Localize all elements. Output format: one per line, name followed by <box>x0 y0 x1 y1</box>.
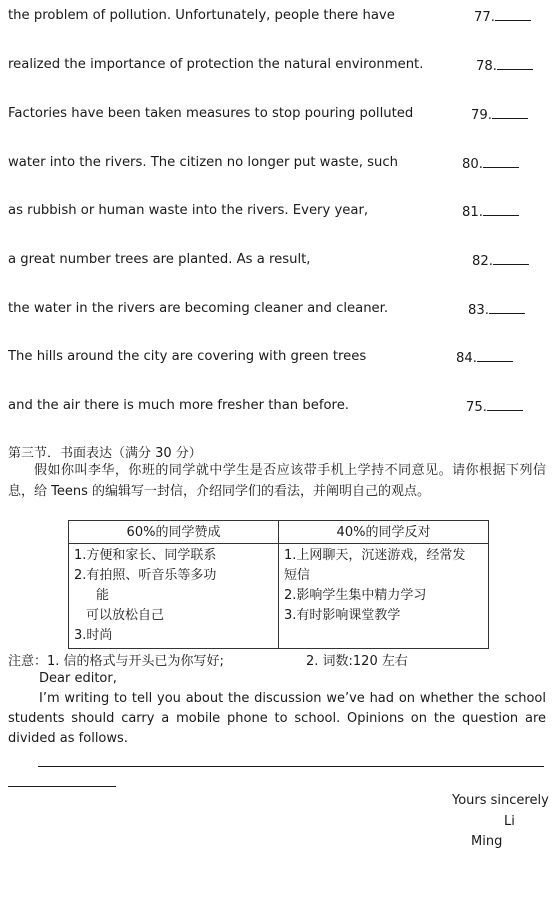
table-header-for: 60%的同学赞成 <box>69 521 279 544</box>
passage-line-82: a great number trees are planted. As a result, <box>8 252 311 267</box>
blank-line[interactable] <box>483 203 519 216</box>
blank-line[interactable] <box>477 349 513 362</box>
passage-line-77: the problem of pollution. Unfortunately, people there have <box>8 8 395 23</box>
blank-line[interactable] <box>489 301 525 314</box>
writing-prompt: 假如你叫李华，你班的同学就中学生是否应该带手机上学持不同意见。请你根据下列信息，给 Teens 的编辑写一封信，介绍同学们的看法，并阐明自己的观点。 <box>8 463 546 499</box>
answer-blank-78[interactable] <box>476 57 533 74</box>
list-item: 短信 <box>284 568 311 583</box>
opinion-table <box>68 520 489 649</box>
passage-line-84: The hills around the city are covering with green trees <box>8 349 367 364</box>
answer-blank-84[interactable] <box>456 349 513 366</box>
answer-number: 78. <box>476 59 497 74</box>
table-cell-for <box>69 544 279 649</box>
list-item: 1.上网聊天，沉迷游戏，经常发 <box>284 548 466 563</box>
passage-line-81: as rubbish or human waste into the rivers. Every year, <box>8 203 369 218</box>
blank-line[interactable] <box>487 398 523 411</box>
answer-blank-80[interactable] <box>462 155 519 172</box>
answer-number: 79. <box>471 108 492 123</box>
notes <box>8 650 224 669</box>
blank-line[interactable] <box>495 8 531 21</box>
answer-number: 77. <box>474 10 495 25</box>
section-heading: 第三节．书面表达（满分 30 分） <box>8 446 202 461</box>
answer-number: 81. <box>462 205 483 220</box>
notes-item-2: 2. 词数:120 左右 <box>306 654 408 669</box>
writing-line[interactable] <box>8 786 116 787</box>
notes-label: 注意 <box>8 654 35 669</box>
answer-blank-83[interactable] <box>468 301 525 318</box>
answer-number: 82. <box>472 254 493 269</box>
letter-closing: Yours sincerely <box>452 793 549 808</box>
letter-body: I’m writing to tell you about the discussion we’ve had on whether the school students should carry a mobile phone to school. Opinions on the question are divided as follows. <box>8 691 546 746</box>
list-item: 3.时尚 <box>74 628 113 643</box>
list-item: 能 <box>96 588 110 603</box>
notes-item-1: ：1. 信的格式与开头已为你写好; <box>34 654 224 669</box>
list-item: 1.方便和家长、同学联系 <box>74 548 217 563</box>
answer-number: 80. <box>462 157 483 172</box>
signature-last-name: Ming <box>471 834 503 849</box>
passage-line-80: water into the rivers. The citizen no longer put waste, such <box>8 155 398 170</box>
answer-blank-81[interactable] <box>462 203 519 220</box>
answer-blank-82[interactable] <box>472 252 529 269</box>
list-item: 2.有拍照、听音乐等多功 <box>74 568 217 583</box>
answer-number: 84. <box>456 351 477 366</box>
list-item: 3.有时影响课堂教学 <box>284 608 401 623</box>
blank-line[interactable] <box>483 155 519 168</box>
list-item: 可以放松自己 <box>86 608 165 623</box>
answer-number: 83. <box>468 303 489 318</box>
letter-greeting: Dear editor, <box>39 671 117 686</box>
writing-line[interactable] <box>38 766 544 767</box>
answer-blank-85[interactable] <box>466 398 523 415</box>
answer-number: 75. <box>466 400 487 415</box>
signature-first-name: Li <box>504 814 515 829</box>
passage-line-79: Factories have been taken measures to stop pouring polluted <box>8 106 414 121</box>
answer-blank-79[interactable] <box>471 106 528 123</box>
answer-blank-77[interactable] <box>474 8 531 25</box>
table-cell-against <box>279 544 489 649</box>
passage-line-83: the water in the rivers are becoming cleaner and cleaner. <box>8 301 389 316</box>
passage-line-85: and the air there is much more fresher than before. <box>8 398 349 413</box>
passage-line-78: realized the importance of protection the natural environment. <box>8 57 424 72</box>
blank-line[interactable] <box>493 252 529 265</box>
blank-line[interactable] <box>492 106 528 119</box>
list-item: 2.影响学生集中精力学习 <box>284 588 427 603</box>
table-header-against: 40%的同学反对 <box>279 521 489 544</box>
blank-line[interactable] <box>497 57 533 70</box>
